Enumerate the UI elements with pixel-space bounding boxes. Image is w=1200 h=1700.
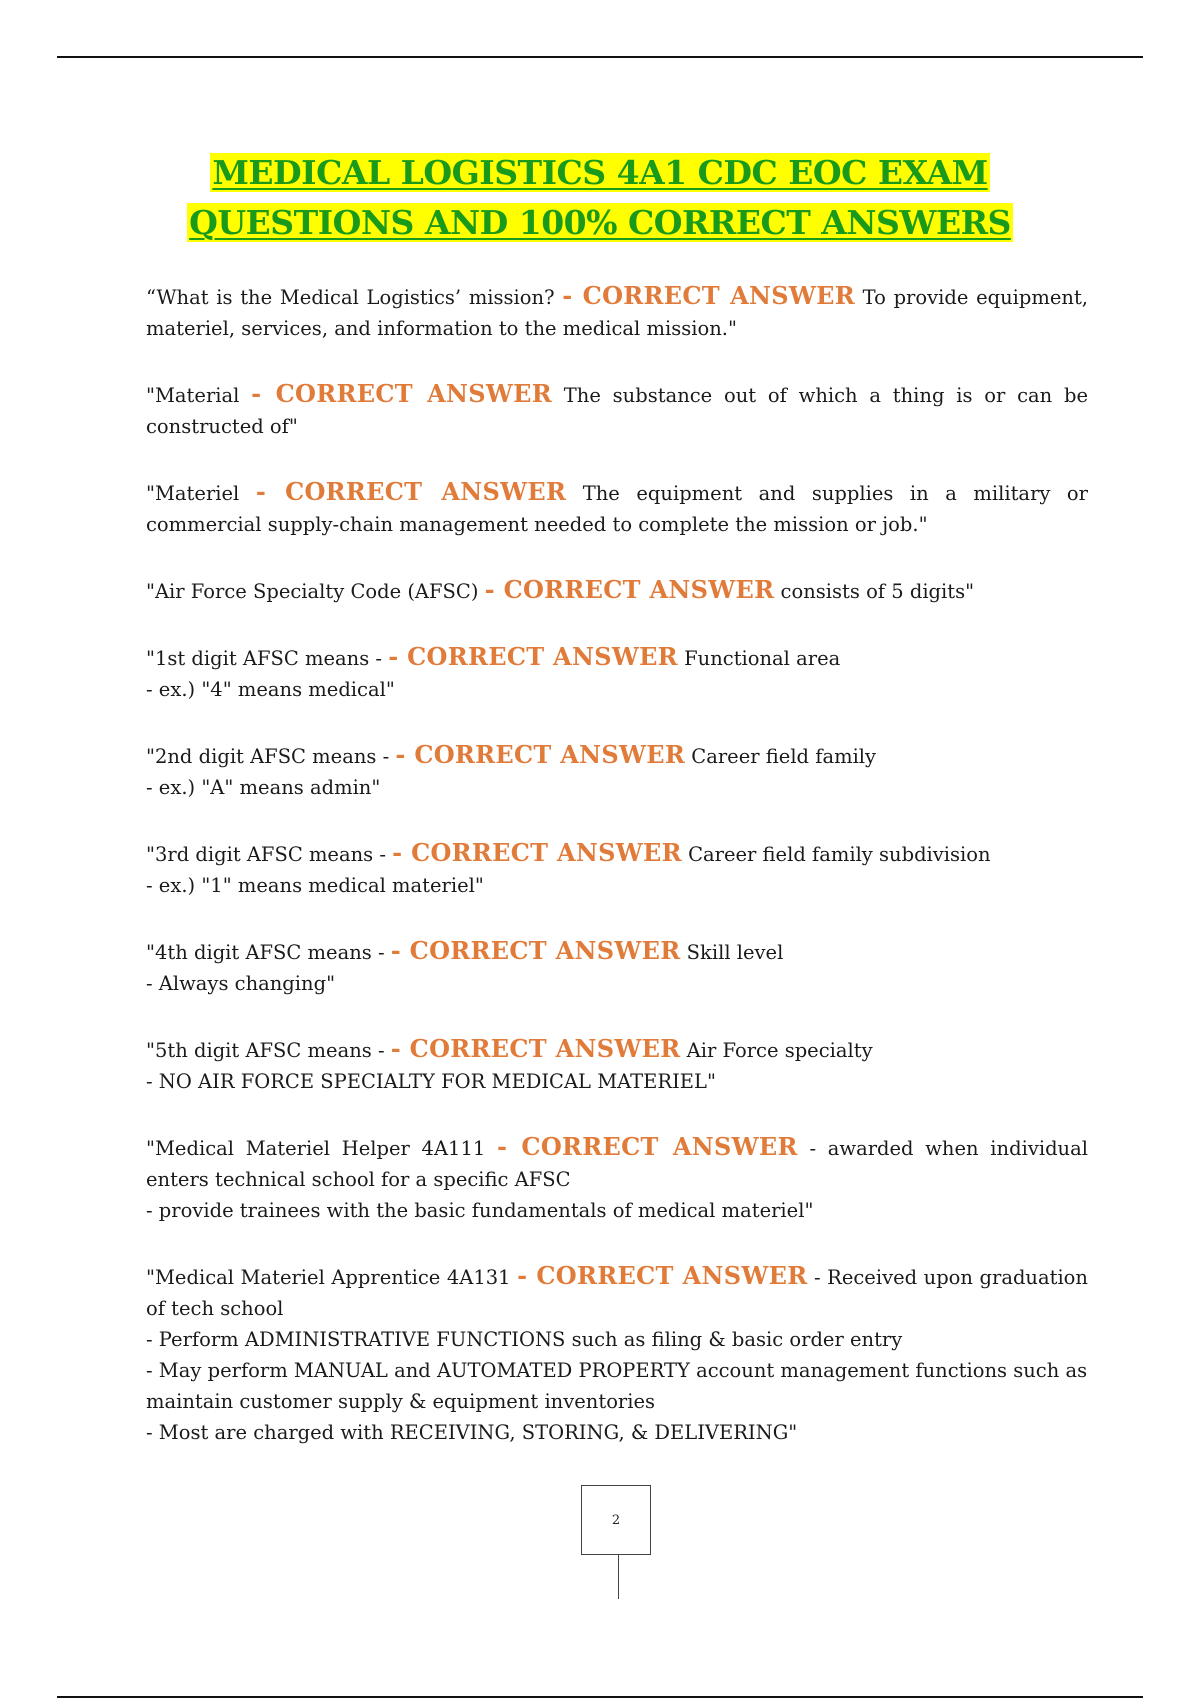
answer-marker: CORRECT ANSWER <box>411 838 682 867</box>
correct-answer-label <box>395 740 685 769</box>
answer-detail-line: - Always changing" <box>146 972 336 995</box>
answer-separator: - <box>251 379 276 408</box>
answer-separator: - <box>517 1261 537 1290</box>
answer-text: consists of 5 digits" <box>774 580 975 603</box>
qa-main-line <box>146 641 1088 674</box>
qa-main-line <box>146 1033 1088 1066</box>
header-rule <box>57 56 1143 58</box>
correct-answer-label <box>497 1132 798 1161</box>
answer-marker: CORRECT ANSWER <box>582 281 855 310</box>
answer-marker: CORRECT ANSWER <box>409 936 681 965</box>
question-text: "3rd digit AFSC means - <box>146 843 393 866</box>
question-text: "Medical Materiel Helper 4A111 <box>146 1137 497 1160</box>
answer-separator: - <box>484 575 504 604</box>
qa-main-line <box>146 280 1088 344</box>
answer-detail-line: - ex.) "A" means admin" <box>146 776 381 799</box>
answer-marker: CORRECT ANSWER <box>407 642 678 671</box>
answer-separator: - <box>395 740 415 769</box>
qa-entry <box>146 837 1088 901</box>
qa-entry <box>146 739 1088 803</box>
answer-separator: - <box>390 1034 410 1063</box>
qa-entry <box>146 280 1088 344</box>
page-number: 2 <box>611 1512 621 1528</box>
answer-detail-line: - ex.) "1" means medical materiel" <box>146 874 484 897</box>
document-title <box>100 148 1100 248</box>
correct-answer-label <box>391 936 681 965</box>
correct-answer-label <box>251 379 552 408</box>
correct-answer-label <box>392 838 682 867</box>
footer-rule <box>57 1696 1143 1698</box>
question-text: "5th digit AFSC means - <box>146 1039 391 1062</box>
answer-text: The equipment and supplies in a military or commercial supply-chain management needed to complete the mission or job." <box>146 482 1088 536</box>
qa-main-line <box>146 837 1088 870</box>
correct-answer-label <box>485 575 775 604</box>
correct-answer-label <box>391 1034 681 1063</box>
qa-main-line <box>146 574 1088 607</box>
answer-text: Functional area <box>677 647 841 670</box>
question-text: "Material <box>146 384 252 407</box>
answer-separator: - <box>388 642 408 671</box>
answer-detail-line: - ex.) "4" means medical" <box>146 678 395 701</box>
question-text: "Materiel <box>146 482 256 505</box>
answer-marker: CORRECT ANSWER <box>521 1132 798 1161</box>
answer-marker: CORRECT ANSWER <box>275 379 553 408</box>
page-number-box <box>581 1485 651 1555</box>
question-text: "4th digit AFSC means - <box>146 941 391 964</box>
question-text: "2nd digit AFSC means - <box>146 745 396 768</box>
answer-marker: CORRECT ANSWER <box>409 1034 681 1063</box>
qa-main-line <box>146 1260 1088 1324</box>
answer-separator: - <box>392 838 412 867</box>
answer-text: Career field family <box>685 745 877 768</box>
qa-entry <box>146 1131 1088 1226</box>
answer-marker: CORRECT ANSWER <box>536 1261 808 1290</box>
correct-answer-label <box>388 642 678 671</box>
answer-detail-line: - Most are charged with RECEIVING, STORING, & DELIVERING" <box>146 1421 798 1444</box>
answer-separator: - <box>255 477 286 506</box>
correct-answer-label <box>562 281 855 310</box>
answer-text: To provide equipment, materiel, services, and information to the medical mission." <box>146 286 1088 340</box>
title-line-2: QUESTIONS AND 100% CORRECT ANSWERS <box>189 203 1011 242</box>
answer-detail-line: - provide trainees with the basic fundamentals of medical materiel" <box>146 1199 814 1222</box>
qa-main-line <box>146 739 1088 772</box>
correct-answer-label <box>517 1261 807 1290</box>
qa-main-line <box>146 378 1088 442</box>
question-text: "Medical Materiel Apprentice 4A131 <box>146 1266 518 1289</box>
answer-separator: - <box>496 1132 522 1161</box>
answer-marker: CORRECT ANSWER <box>285 477 567 506</box>
title-line-1: MEDICAL LOGISTICS 4A1 CDC EOC EXAM <box>212 153 988 192</box>
answer-separator: - <box>390 936 410 965</box>
answer-text: - Received upon graduation of tech school <box>146 1266 1088 1320</box>
answer-marker: CORRECT ANSWER <box>503 575 775 604</box>
answer-marker: CORRECT ANSWER <box>414 740 686 769</box>
qa-main-line <box>146 476 1088 540</box>
qa-main-line <box>146 935 1088 968</box>
qa-entry <box>146 641 1088 705</box>
qa-entry <box>146 574 1088 607</box>
answer-detail-line: - Perform ADMINISTRATIVE FUNCTIONS such as filing & basic order entry <box>146 1328 903 1351</box>
question-text: “What is the Medical Logistics’ mission? <box>146 286 563 309</box>
answer-text: Career field family subdivision <box>681 843 991 866</box>
qa-entry <box>146 1260 1088 1448</box>
answer-separator: - <box>562 281 583 310</box>
qa-entry <box>146 476 1088 540</box>
qa-entry <box>146 1033 1088 1097</box>
correct-answer-label <box>256 477 566 506</box>
answer-text: The substance out of which a thing is or can be constructed of" <box>146 384 1088 438</box>
qa-main-line <box>146 1131 1088 1195</box>
qa-entry <box>146 935 1088 999</box>
answer-text: - awarded when individual enters technical school for a specific AFSC <box>146 1137 1088 1191</box>
answer-text: Air Force specialty <box>680 1039 873 1062</box>
answer-text: Skill level <box>680 941 784 964</box>
qa-entry <box>146 378 1088 442</box>
answer-detail-line: - NO AIR FORCE SPECIALTY FOR MEDICAL MATERIEL" <box>146 1070 716 1093</box>
page-number-stem <box>618 1555 619 1599</box>
qa-list <box>146 280 1088 1482</box>
question-text: "Air Force Specialty Code (AFSC) <box>146 580 485 603</box>
question-text: "1st digit AFSC means - <box>146 647 389 670</box>
answer-detail-line: - May perform MANUAL and AUTOMATED PROPERTY account management functions such as maintain customer supply & equipment inventories <box>146 1359 1088 1413</box>
